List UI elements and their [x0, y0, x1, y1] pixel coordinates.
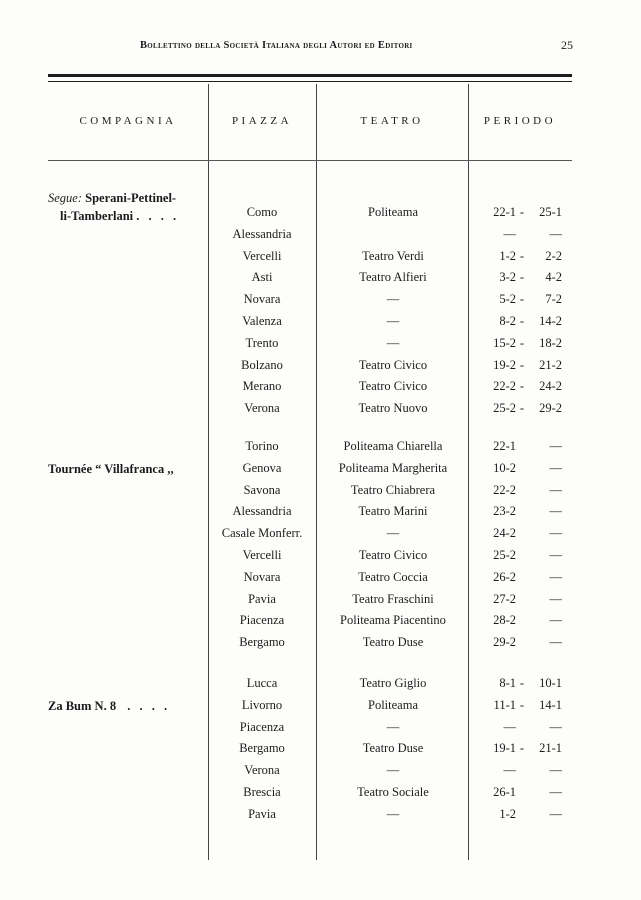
row-theatre: —: [386, 720, 400, 734]
row-theatre: —: [386, 807, 400, 821]
row-start: 24-2: [493, 526, 516, 540]
company-label: [48, 189, 176, 207]
row-city: Merano: [242, 379, 282, 393]
row-end: 10-1: [539, 676, 562, 690]
row-city: Asti: [251, 270, 273, 284]
row-start: 19-1: [493, 741, 516, 755]
header-rule-thick: [48, 74, 572, 77]
row-end: —: [549, 504, 562, 518]
row-range-separator: [516, 783, 528, 801]
row-start: —: [503, 227, 516, 241]
row-theatre: Teatro Coccia: [358, 570, 428, 584]
row-end: —: [549, 720, 562, 734]
row-start: 8-1: [499, 676, 516, 690]
column-divider: [468, 84, 469, 860]
row-start: 15-2: [493, 336, 516, 350]
row-city: Pavia: [248, 807, 276, 821]
row-range-separator: -: [519, 336, 525, 350]
row-theatre: Politeama Chiarella: [343, 439, 443, 453]
column-divider: [316, 84, 317, 860]
row-city: Verona: [244, 401, 280, 415]
row-range-separator: -: [519, 741, 525, 755]
leader-dots: . . . .: [127, 699, 171, 713]
row-range-separator: -: [519, 292, 525, 306]
row-end: 14-1: [539, 698, 562, 712]
row-theatre: Politeama Margherita: [338, 461, 448, 475]
row-range-separator: [516, 805, 528, 823]
row-range-separator: [516, 611, 528, 629]
row-city: Trento: [245, 336, 279, 350]
row-end: 24-2: [539, 379, 562, 393]
row-end: —: [549, 439, 562, 453]
row-end: —: [549, 592, 562, 606]
row-start: 26-2: [493, 570, 516, 584]
company-label: [48, 697, 170, 715]
row-range-separator: [516, 546, 528, 564]
row-theatre: Teatro Alfieri: [359, 270, 427, 284]
row-end: —: [549, 548, 562, 562]
row-start: 10-2: [493, 461, 516, 475]
row-theatre: —: [386, 763, 400, 777]
running-header: Bollettino della Società Italiana degli Autori ed Editori: [140, 40, 413, 51]
row-city: Como: [246, 205, 278, 219]
row-city: Verona: [244, 763, 280, 777]
row-range-separator: -: [519, 676, 525, 690]
row-range-separator: [516, 459, 528, 477]
row-start: 27-2: [493, 592, 516, 606]
row-start: 1-2: [499, 249, 516, 263]
row-range-separator: -: [519, 249, 525, 263]
row-start: 5-2: [499, 292, 516, 306]
row-city: Valenza: [242, 314, 282, 328]
row-end: —: [549, 483, 562, 497]
row-start: —: [503, 720, 516, 734]
row-end: 7-2: [545, 292, 562, 306]
row-range-separator: [516, 633, 528, 651]
row-city: Casale Monferr.: [221, 526, 303, 540]
row-start: 29-2: [493, 635, 516, 649]
row-theatre: Teatro Fraschini: [352, 592, 434, 606]
company-name-line1: Sperani-Pettinel-: [85, 191, 177, 205]
row-end: —: [549, 570, 562, 584]
row-range-separator: [516, 524, 528, 542]
row-theatre: —: [386, 336, 400, 350]
row-city: Piacenza: [239, 720, 285, 734]
row-end: 18-2: [539, 336, 562, 350]
row-end: —: [549, 227, 562, 241]
row-range-separator: -: [519, 270, 525, 284]
row-start: 23-2: [493, 504, 516, 518]
row-start: —: [503, 763, 516, 777]
row-start: 19-2: [493, 358, 516, 372]
row-theatre: Teatro Civico: [358, 379, 428, 393]
row-theatre: Teatro Marini: [358, 504, 428, 518]
row-start: 22-2: [493, 483, 516, 497]
row-theatre: Politeama Piacentino: [340, 613, 446, 627]
row-city: Novara: [243, 570, 281, 584]
row-start: 11-1: [493, 698, 516, 712]
row-range-separator: [516, 761, 528, 779]
column-divider: [208, 84, 209, 860]
row-end: 2-2: [545, 249, 562, 263]
row-range-separator: [516, 481, 528, 499]
row-end: 25-1: [539, 205, 562, 219]
row-theatre: Teatro Chiabrera: [350, 483, 436, 497]
header-rule-thin: [48, 81, 572, 82]
row-city: Bergamo: [239, 741, 285, 755]
row-theatre: Teatro Sociale: [357, 785, 429, 799]
row-theatre: —: [386, 292, 400, 306]
row-range-separator: -: [519, 205, 525, 219]
row-start: 28-2: [493, 613, 516, 627]
row-theatre: Teatro Civico: [358, 358, 428, 372]
row-theatre: —: [386, 314, 400, 328]
row-city: Novara: [243, 292, 281, 306]
row-theatre: Politeama: [368, 205, 418, 219]
row-range-separator: [516, 590, 528, 608]
row-city: Lucca: [246, 676, 278, 690]
row-city: Bergamo: [239, 635, 285, 649]
row-city: Piacenza: [239, 613, 285, 627]
row-range-separator: -: [519, 314, 525, 328]
row-theatre: Teatro Nuovo: [358, 401, 428, 415]
row-city: Torino: [245, 439, 279, 453]
row-end: —: [549, 526, 562, 540]
row-start: 22-2: [493, 379, 516, 393]
company-label: Tournée “ Villafranca ,,: [48, 462, 174, 476]
row-start: 8-2: [499, 314, 516, 328]
row-range-separator: [516, 502, 528, 520]
row-city: Brescia: [243, 785, 281, 799]
row-start: 25-2: [493, 548, 516, 562]
row-theatre: Teatro Duse: [362, 741, 424, 755]
row-range-separator: -: [519, 379, 525, 393]
row-end: —: [549, 807, 562, 821]
column-header-piazza: PIAZZA: [231, 115, 293, 127]
row-end: —: [549, 635, 562, 649]
company-label: [60, 207, 179, 225]
row-range-separator: [516, 437, 528, 455]
row-range-separator: -: [519, 698, 525, 712]
row-start: 26-1: [493, 785, 516, 799]
row-theatre: Politeama: [368, 698, 418, 712]
row-range-separator: [516, 718, 528, 736]
row-range-separator: -: [519, 401, 525, 415]
row-city: Alessandria: [232, 227, 292, 241]
row-range-separator: -: [519, 358, 525, 372]
row-city: Vercelli: [242, 249, 282, 263]
row-end: 21-1: [539, 741, 562, 755]
row-theatre: [318, 225, 468, 243]
company-name: Za Bum N. 8: [48, 699, 117, 713]
leader-dots: . . . .: [136, 209, 180, 223]
row-range-separator: [516, 225, 528, 243]
row-end: —: [549, 461, 562, 475]
row-theatre: Teatro Giglio: [359, 676, 427, 690]
page-number: 25: [561, 38, 573, 52]
row-end: 4-2: [545, 270, 562, 284]
row-theatre: Teatro Civico: [358, 548, 428, 562]
row-end: —: [549, 785, 562, 799]
column-header-rule: [48, 160, 572, 161]
row-range-separator: [516, 568, 528, 586]
row-start: 1-2: [499, 807, 516, 821]
row-end: 21-2: [539, 358, 562, 372]
column-header-teatro: TEATRO: [360, 115, 424, 127]
row-theatre: —: [386, 526, 400, 540]
row-city: Pavia: [248, 592, 276, 606]
row-end: —: [549, 763, 562, 777]
column-header-compagnia: COMPAGNIA: [79, 115, 177, 127]
row-start: 22-1: [493, 439, 516, 453]
row-start: 25-2: [493, 401, 516, 415]
row-end: 14-2: [539, 314, 562, 328]
row-start: 22-1: [493, 205, 516, 219]
row-city: Vercelli: [242, 548, 282, 562]
row-city: Genova: [242, 461, 282, 475]
row-theatre: Teatro Verdi: [362, 249, 424, 263]
company-prefix: Segue:: [48, 191, 83, 205]
row-end: —: [549, 613, 562, 627]
row-theatre: Teatro Duse: [362, 635, 424, 649]
row-city: Alessandria: [232, 504, 292, 518]
row-start: 3-2: [499, 270, 516, 284]
row-city: Livorno: [241, 698, 283, 712]
row-end: 29-2: [539, 401, 562, 415]
column-header-periodo: PERIODO: [483, 115, 557, 127]
row-city: Savona: [243, 483, 281, 497]
row-city: Bolzano: [241, 358, 283, 372]
company-name-line2: li-Tamberlani: [60, 209, 134, 223]
